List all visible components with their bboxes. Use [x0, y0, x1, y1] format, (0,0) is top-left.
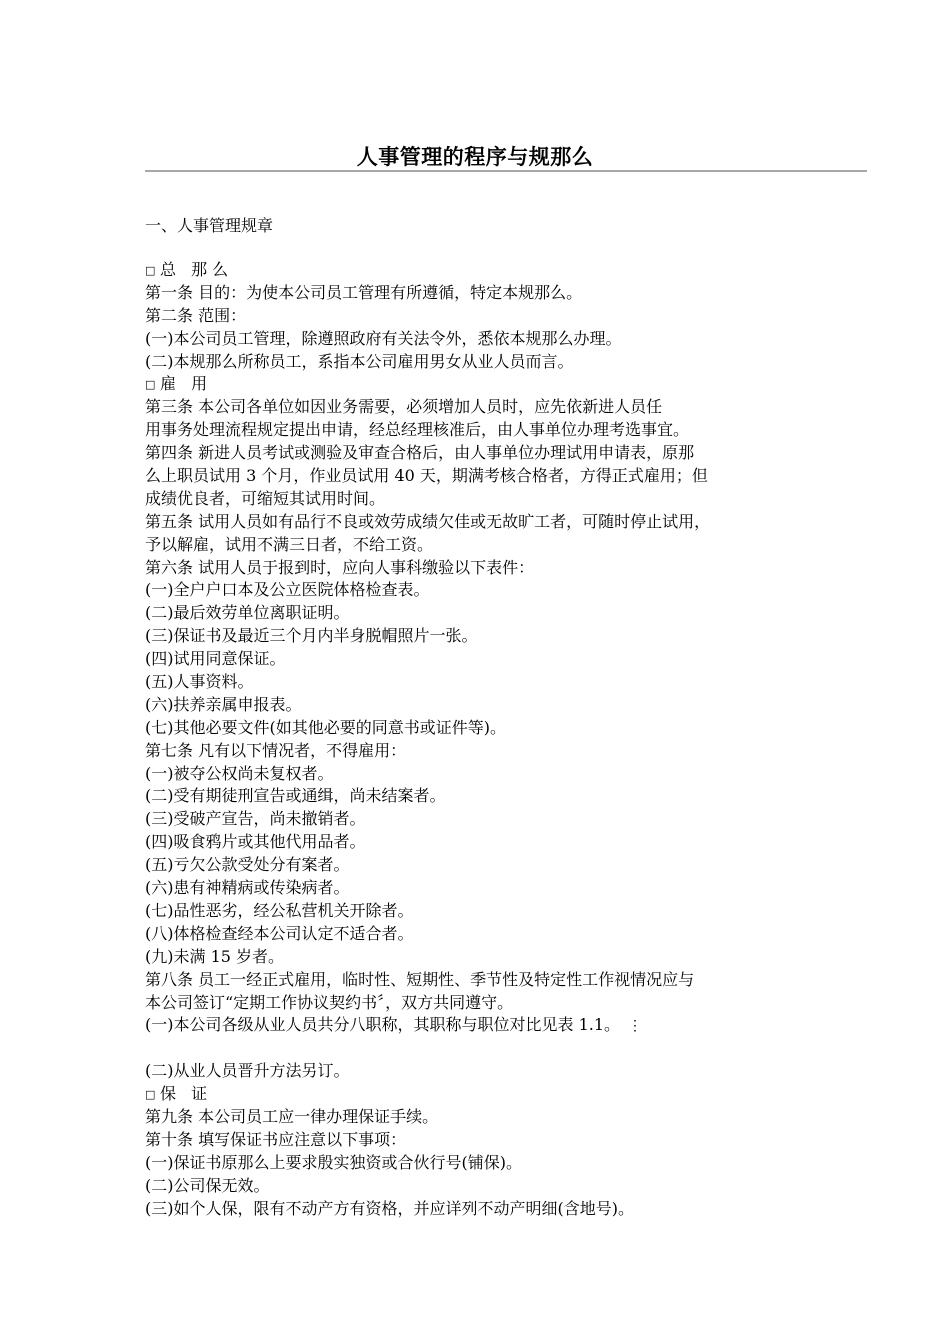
paragraph-line [145, 579, 835, 602]
paragraph-line [145, 1175, 835, 1198]
title-divider [145, 170, 867, 172]
paragraph-text: 么上职员试用 3 个月，作业员试用 40 天，期满考核合格者，方得正式雇用；但 [145, 466, 708, 486]
section-heading-text: 总 那么 [160, 260, 234, 279]
paragraph-text: 本公司签订“定期工作协议契约书〞，双方共同遵守。 [145, 992, 514, 1012]
paragraph-text: (一)本公司员工管理，除遵照政府有关法令外，悉依本规那么办理。 [145, 328, 622, 348]
paragraph-text: 第四条 新进人员考试或测验及审查合格后，由人事单位办理试用申请表，原那 [145, 443, 695, 463]
paragraph-line [145, 1152, 835, 1175]
paragraph-line [145, 351, 835, 374]
paragraph-text: (四)试用同意保证。 [145, 649, 286, 669]
paragraph-text: 第五条 试用人员如有品行不良或效劳成绩欠佳或无故旷工者，可随时停止试用， [145, 511, 711, 531]
paragraph-text: (三)保证书及最近三个月内半身脱帽照片一张。 [145, 626, 478, 646]
paragraph-text: 第六条 试用人员于报到时，应向人事科缴验以下表件： [145, 557, 535, 577]
paragraph-line [145, 1014, 835, 1037]
paragraph-text: (二)受有期徒刑宣告或通缉，尚未结案者。 [145, 786, 446, 806]
paragraph-text: 用事务处理流程规定提出申请，经总经理核准后，由人事单位办理考选事宜。 [145, 420, 690, 440]
paragraph-text: (七)品性恶劣，经公私营机关开除者。 [145, 900, 414, 920]
paragraph-line [145, 694, 835, 717]
document-body [145, 259, 835, 1220]
square-bullet-icon: □ [145, 1088, 156, 1102]
section-heading [145, 259, 835, 282]
blank-line [145, 1037, 835, 1060]
vertical-ellipsis-icon: ⋮ [628, 1018, 643, 1035]
paragraph-text: (四)吸食鸦片或其他代用品者。 [145, 832, 366, 852]
paragraph-text: 第八条 员工一经正式雇用，临时性、短期性、季节性及特定性工作视情况应与 [145, 969, 695, 989]
paragraph-line [145, 969, 835, 992]
paragraph-text: 第三条 本公司各单位如因业务需要，必须增加人员时，应先依新进人员任 [145, 397, 663, 417]
square-bullet-icon: □ [145, 378, 156, 392]
paragraph-text: (五)亏欠公款受处分有案者。 [145, 855, 350, 875]
paragraph-text: 第二条 范围： [145, 305, 247, 325]
chapter-heading: 一、人事管理规章 [145, 216, 274, 235]
paragraph-text: 第七条 凡有以下情况者，不得雇用： [145, 740, 407, 760]
paragraph-text: 第一条 目的：为使本公司员工管理有所遵循，特定本规那么。 [145, 282, 583, 302]
paragraph-text: 第九条 本公司员工应一律办理保证手续。 [145, 1106, 439, 1126]
paragraph-text: (九)未满 15 岁者。 [145, 946, 285, 966]
paragraph-text: (一)全户户口本及公立医院体格检查表。 [145, 580, 430, 600]
paragraph-text: 第十条 填写保证书应注意以下事项： [145, 1129, 407, 1149]
paragraph-line [145, 671, 835, 694]
document-title: 人事管理的程序与规那么 [356, 144, 594, 169]
paragraph-line [145, 602, 835, 625]
paragraph-line [145, 396, 835, 419]
paragraph-line [145, 808, 835, 831]
paragraph-text: (一)保证书原那么上要求殷实独资或合伙行号(铺保)。 [145, 1152, 522, 1172]
section-heading [145, 1083, 835, 1106]
paragraph-line [145, 305, 835, 328]
paragraph-line [145, 1060, 835, 1083]
paragraph-text: (八)体格检查经本公司认定不适合者。 [145, 923, 414, 943]
paragraph-text: (二)从业人员晋升方法另订。 [145, 1061, 350, 1081]
paragraph-line [145, 717, 835, 740]
paragraph-line [145, 900, 835, 923]
paragraph-line [145, 419, 835, 442]
paragraph-text: 成绩优良者，可缩短其试用时间。 [145, 488, 386, 508]
paragraph-line [145, 854, 835, 877]
paragraph-line [145, 557, 835, 580]
paragraph-line [145, 1129, 835, 1152]
paragraph-text: (二)本规那么所称员工，系指本公司雇用男女从业人员而言。 [145, 351, 574, 371]
paragraph-line [145, 625, 835, 648]
paragraph-line [145, 923, 835, 946]
paragraph-line [145, 488, 835, 511]
paragraph-line [145, 282, 835, 305]
paragraph-line [145, 831, 835, 854]
paragraph-line [145, 328, 835, 351]
paragraph-text: (二)最后效劳单位离职证明。 [145, 603, 350, 623]
section-heading [145, 373, 835, 396]
paragraph-text: (三)如个人保，限有不动产方有资格，并应详列不动产明细(含地号)。 [145, 1198, 634, 1218]
section-heading-text: 保 证 [160, 1084, 213, 1104]
paragraph-line [145, 511, 835, 534]
paragraph-line [145, 740, 835, 763]
paragraph-text: (五)人事资料。 [145, 672, 254, 692]
paragraph-line [145, 442, 835, 465]
paragraph-text: 予以解雇，试用不满三日者，不给工资。 [145, 534, 434, 554]
paragraph-line [145, 785, 835, 808]
paragraph-line [145, 648, 835, 671]
paragraph-text: (一)被夺公权尚未复权者。 [145, 763, 334, 783]
paragraph-text: (一)本公司各级从业人员共分八职称，其职称与职位对比见表 1.1。 [145, 1015, 621, 1035]
paragraph-line [145, 763, 835, 786]
paragraph-line [145, 534, 835, 557]
paragraph-text: (六)患有神精病或传染病者。 [145, 878, 350, 898]
paragraph-text: (二)公司保无效。 [145, 1175, 270, 1195]
paragraph-line [145, 1198, 835, 1221]
paragraph-line [145, 992, 835, 1015]
paragraph-line [145, 946, 835, 969]
paragraph-line [145, 465, 835, 488]
paragraph-line [145, 877, 835, 900]
square-bullet-icon: □ [145, 264, 156, 277]
section-heading-text: 雇 用 [160, 374, 213, 394]
paragraph-text: (七)其他必要文件(如其他必要的同意书或证件等)。 [145, 717, 506, 737]
paragraph-line [145, 1106, 835, 1129]
paragraph-text: (三)受破产宣告，尚未撤销者。 [145, 809, 366, 829]
paragraph-text: (六)扶养亲属申报表。 [145, 694, 302, 714]
